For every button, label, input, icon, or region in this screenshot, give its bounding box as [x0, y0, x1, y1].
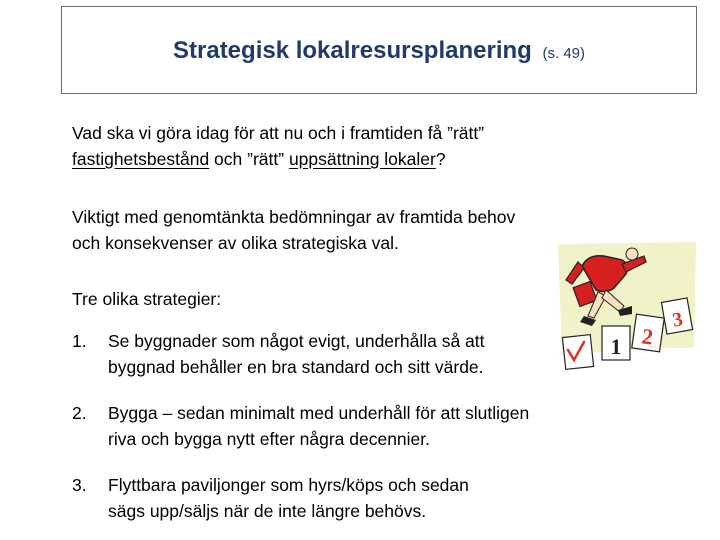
intro-line-1: Vad ska vi göra idag för att nu och i framtiden få ”rätt”	[72, 123, 485, 143]
title-reference: (s. 49)	[542, 45, 585, 62]
list-text-line-2: byggnad behåller en bra standard och sitt värde.	[108, 357, 484, 377]
slide-title	[173, 37, 585, 65]
calendar-runner-illustration	[548, 236, 698, 386]
calendar-number-1: 1	[610, 334, 622, 359]
intro-underlined-1: fastighetsbestånd	[72, 149, 210, 169]
list-number: 1.	[72, 331, 87, 351]
list-text-line-2: sägs upp/säljs när de inte längre behövs.	[108, 501, 427, 521]
importance-line-2: och konsekvenser av olika strategiska val.	[72, 233, 399, 253]
intro-end: ?	[435, 149, 446, 169]
list-text	[108, 472, 469, 524]
title-box	[61, 6, 697, 94]
intro-underlined-2: uppsättning lokaler	[288, 149, 436, 169]
list-text-line-1: Flyttbara paviljonger som hyrs/köps och sedan	[108, 475, 469, 495]
list-number: 2.	[72, 403, 87, 423]
calendar-number-3: 3	[670, 308, 685, 332]
strategies-heading: Tre olika strategier:	[72, 289, 222, 309]
calendar-number-2: 2	[640, 323, 655, 350]
importance-line-1: Viktigt med genomtänkta bedömningar av framtida behov	[72, 207, 516, 227]
calendar-page-2	[632, 314, 664, 352]
list-text-line-1: Se byggnader som något evigt, underhålla så att	[108, 331, 485, 351]
list-text-line-1: Bygga – sedan minimalt med underhåll för att slutligen	[108, 403, 530, 423]
calendar-page-3	[661, 298, 692, 334]
list-number: 3.	[72, 475, 87, 495]
intro-line-2	[72, 146, 484, 172]
list-text-line-2: riva och bygga nytt efter några decennier.	[108, 429, 431, 449]
calendar-page-check	[562, 335, 593, 370]
importance-paragraph	[72, 204, 515, 256]
intro-paragraph	[72, 120, 484, 172]
calendar-page-1	[602, 326, 630, 360]
list-text	[108, 400, 529, 452]
list-text	[108, 328, 485, 380]
intro-middle: och ”rätt”	[209, 149, 289, 169]
title-main: Strategisk lokalresursplanering	[173, 37, 532, 64]
